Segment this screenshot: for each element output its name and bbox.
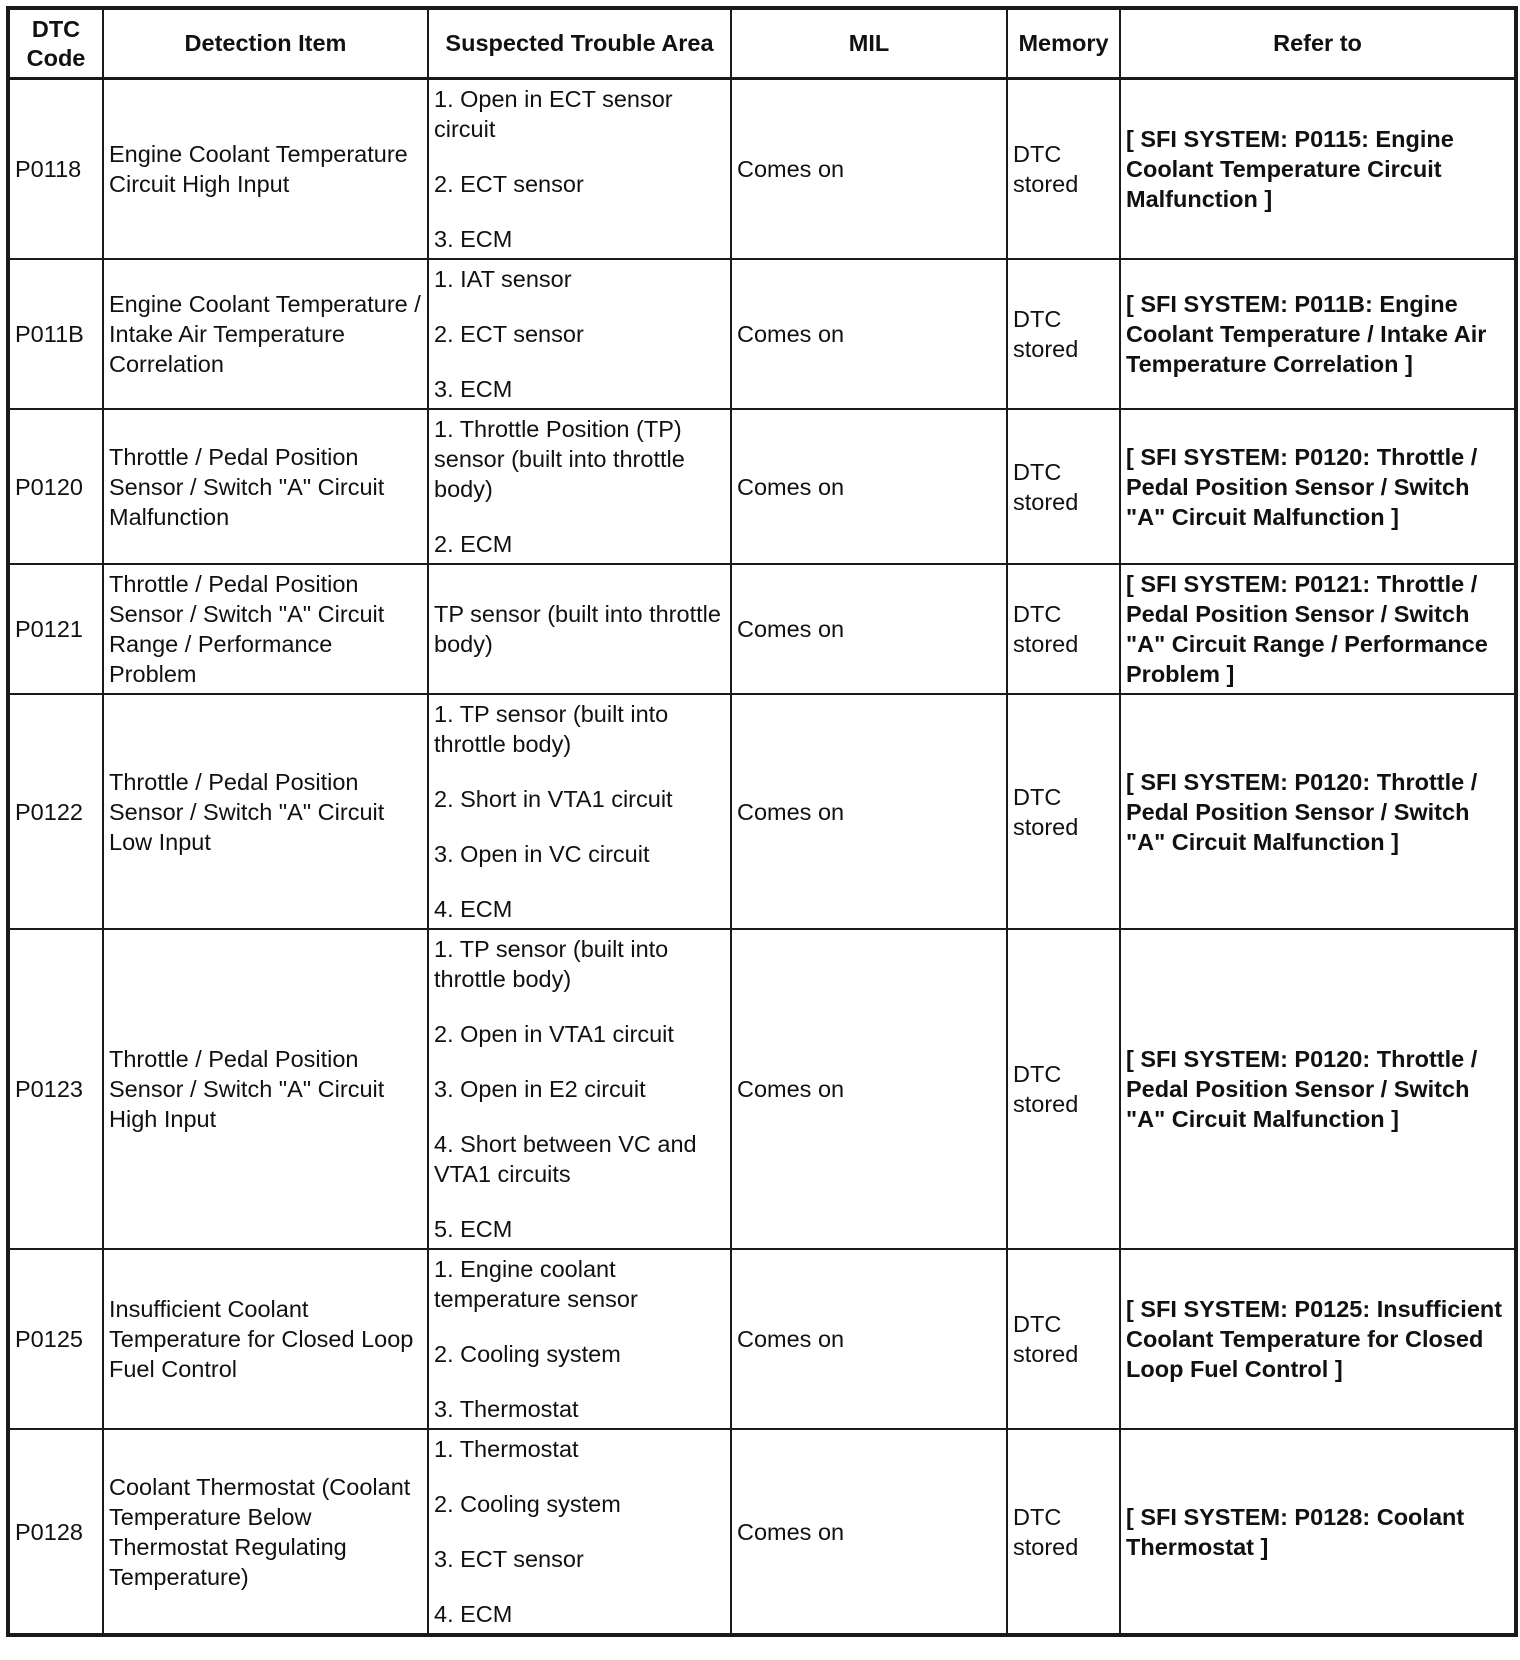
detection-item-cell: Throttle / Pedal Position Sensor / Switch "A" Circuit High Input <box>103 929 428 1249</box>
trouble-area-item: 4. ECM <box>434 896 513 922</box>
detection-item-cell: Throttle / Pedal Position Sensor / Switch "A" Circuit Malfunction <box>103 409 428 564</box>
trouble-area-item: 1. TP sensor (built into throttle body) <box>434 701 669 757</box>
mil-cell: Comes on <box>731 694 1007 929</box>
header-memory: Memory <box>1007 8 1120 79</box>
dtc-code-cell: P0125 <box>8 1249 103 1429</box>
detection-item-cell: Insufficient Coolant Temperature for Closed Loop Fuel Control <box>103 1249 428 1429</box>
refer-to-cell: [ SFI SYSTEM: P0128: Coolant Thermostat ] <box>1120 1429 1516 1635</box>
trouble-area-item: 2. Short in VTA1 circuit <box>434 786 673 812</box>
detection-item-cell: Throttle / Pedal Position Sensor / Switch "A" Circuit Range / Performance Problem <box>103 564 428 694</box>
dtc-table <box>6 6 1518 1637</box>
table-row <box>8 929 1516 1249</box>
trouble-area-item: 2. Open in VTA1 circuit <box>434 1021 674 1047</box>
trouble-area-item: 4. Short between VC and VTA1 circuits <box>434 1131 697 1187</box>
trouble-area-item: 1. Thermostat <box>434 1436 579 1462</box>
detection-item-cell: Engine Coolant Temperature / Intake Air Temperature Correlation <box>103 259 428 409</box>
dtc-code-cell: P0120 <box>8 409 103 564</box>
refer-to-cell: [ SFI SYSTEM: P0121: Throttle / Pedal Position Sensor / Switch "A" Circuit Range / Performance Problem ] <box>1120 564 1516 694</box>
header-mil: MIL <box>731 8 1007 79</box>
refer-to-cell: [ SFI SYSTEM: P0120: Throttle / Pedal Position Sensor / Switch "A" Circuit Malfunction ] <box>1120 929 1516 1249</box>
trouble-area-item: 1. Engine coolant temperature sensor <box>434 1256 638 1312</box>
trouble-area-item: 3. ECM <box>434 376 513 402</box>
dtc-code-cell: P0128 <box>8 1429 103 1635</box>
trouble-area-item: 1. TP sensor (built into throttle body) <box>434 936 669 992</box>
refer-to-cell: [ SFI SYSTEM: P0125: Insufficient Coolant Temperature for Closed Loop Fuel Control ] <box>1120 1249 1516 1429</box>
refer-to-cell: [ SFI SYSTEM: P011B: Engine Coolant Temperature / Intake Air Temperature Correlation ] <box>1120 259 1516 409</box>
table-row <box>8 694 1516 929</box>
suspected-trouble-area-cell <box>428 79 731 260</box>
mil-cell: Comes on <box>731 929 1007 1249</box>
dtc-code-cell: P0118 <box>8 79 103 260</box>
table-row <box>8 259 1516 409</box>
mil-cell: Comes on <box>731 79 1007 260</box>
memory-cell: DTC stored <box>1007 929 1120 1249</box>
header-dtc-code: DTC Code <box>8 8 103 79</box>
memory-cell: DTC stored <box>1007 564 1120 694</box>
header-suspected-trouble-area: Suspected Trouble Area <box>428 8 731 79</box>
trouble-area-item: 2. ECM <box>434 531 513 557</box>
memory-cell: DTC stored <box>1007 1429 1120 1635</box>
suspected-trouble-area-cell <box>428 259 731 409</box>
trouble-area-item: 2. ECT sensor <box>434 171 584 197</box>
suspected-trouble-area-cell <box>428 1429 731 1635</box>
dtc-table-container <box>6 6 1518 1637</box>
trouble-area-item: 3. ECM <box>434 226 513 252</box>
trouble-area-item: 5. ECM <box>434 1216 513 1242</box>
table-header-row <box>8 8 1516 79</box>
dtc-code-cell: P0121 <box>8 564 103 694</box>
memory-cell: DTC stored <box>1007 259 1120 409</box>
dtc-code-cell: P0122 <box>8 694 103 929</box>
detection-item-cell: Engine Coolant Temperature Circuit High Input <box>103 79 428 260</box>
table-row <box>8 1249 1516 1429</box>
trouble-area-item: 2. Cooling system <box>434 1341 621 1367</box>
suspected-trouble-area-cell <box>428 409 731 564</box>
trouble-area-item: 3. Open in VC circuit <box>434 841 650 867</box>
memory-cell: DTC stored <box>1007 1249 1120 1429</box>
memory-cell: DTC stored <box>1007 694 1120 929</box>
dtc-code-cell: P0123 <box>8 929 103 1249</box>
refer-to-cell: [ SFI SYSTEM: P0120: Throttle / Pedal Position Sensor / Switch "A" Circuit Malfunction ] <box>1120 409 1516 564</box>
mil-cell: Comes on <box>731 409 1007 564</box>
mil-cell: Comes on <box>731 1249 1007 1429</box>
detection-item-cell: Throttle / Pedal Position Sensor / Switch "A" Circuit Low Input <box>103 694 428 929</box>
trouble-area-item: 2. ECT sensor <box>434 321 584 347</box>
suspected-trouble-area-cell <box>428 694 731 929</box>
refer-to-cell: [ SFI SYSTEM: P0120: Throttle / Pedal Position Sensor / Switch "A" Circuit Malfunction ] <box>1120 694 1516 929</box>
trouble-area-item: 3. Thermostat <box>434 1396 579 1422</box>
refer-to-cell: [ SFI SYSTEM: P0115: Engine Coolant Temperature Circuit Malfunction ] <box>1120 79 1516 260</box>
trouble-area-item: 2. Cooling system <box>434 1491 621 1517</box>
table-row <box>8 564 1516 694</box>
trouble-area-item: 3. Open in E2 circuit <box>434 1076 646 1102</box>
mil-cell: Comes on <box>731 259 1007 409</box>
memory-cell: DTC stored <box>1007 79 1120 260</box>
trouble-area-item: 1. Open in ECT sensor circuit <box>434 86 673 142</box>
suspected-trouble-area-cell <box>428 564 731 694</box>
table-body <box>8 79 1516 1636</box>
trouble-area-item: 1. IAT sensor <box>434 266 572 292</box>
trouble-area-item: TP sensor (built into throttle body) <box>434 601 721 657</box>
mil-cell: Comes on <box>731 1429 1007 1635</box>
table-row <box>8 409 1516 564</box>
header-detection-item: Detection Item <box>103 8 428 79</box>
trouble-area-item: 1. Throttle Position (TP) sensor (built into throttle body) <box>434 416 685 502</box>
detection-item-cell: Coolant Thermostat (Coolant Temperature Below Thermostat Regulating Temperature) <box>103 1429 428 1635</box>
table-row <box>8 1429 1516 1635</box>
suspected-trouble-area-cell <box>428 1249 731 1429</box>
memory-cell: DTC stored <box>1007 409 1120 564</box>
dtc-code-cell: P011B <box>8 259 103 409</box>
trouble-area-item: 4. ECM <box>434 1601 513 1627</box>
mil-cell: Comes on <box>731 564 1007 694</box>
trouble-area-item: 3. ECT sensor <box>434 1546 584 1572</box>
table-row <box>8 79 1516 260</box>
suspected-trouble-area-cell <box>428 929 731 1249</box>
header-refer-to: Refer to <box>1120 8 1516 79</box>
